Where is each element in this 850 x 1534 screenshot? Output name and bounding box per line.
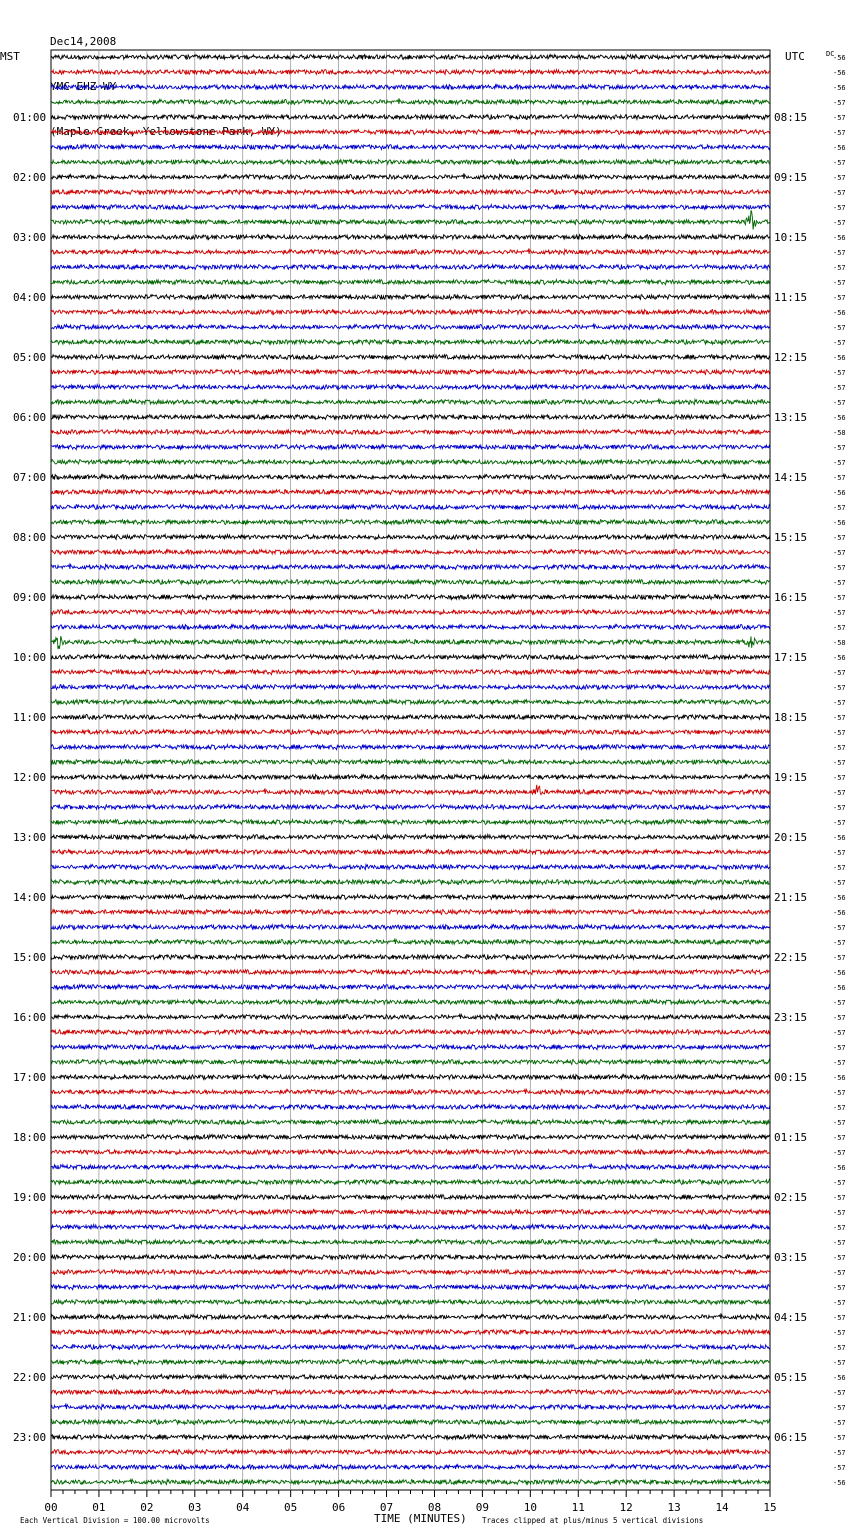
mst-hour-label: 09:00 (13, 591, 47, 604)
trace-line (51, 610, 770, 615)
dc-offset-label: -57 (833, 1089, 846, 1097)
utc-hour-label: 09:15 (774, 171, 808, 184)
dc-offset-label: -57 (833, 1059, 846, 1067)
dc-offset-label: -57 (833, 714, 846, 722)
x-tick-label: 03 (188, 1501, 202, 1514)
trace-line (51, 370, 770, 375)
mst-hour-label: 12:00 (13, 771, 47, 784)
utc-hour-label: 02:15 (774, 1191, 808, 1204)
utc-hour-label: 20:15 (774, 831, 808, 844)
dc-offset-label: -58 (833, 639, 846, 647)
dc-offset-label: -57 (833, 579, 846, 587)
trace-line (51, 1375, 770, 1380)
trace-line (51, 160, 770, 165)
dc-offset-label: -56 (833, 519, 846, 527)
utc-hour-label: 00:15 (774, 1071, 808, 1084)
trace-line (51, 549, 770, 554)
dc-offset-label: -57 (833, 1179, 846, 1187)
trace-line (51, 1360, 770, 1365)
trace-line (51, 1480, 770, 1485)
dc-offset-label: -57 (833, 1329, 846, 1337)
trace-line (51, 1435, 770, 1440)
trace-line (51, 210, 770, 229)
trace-line (51, 295, 770, 300)
dc-offset-label: -57 (833, 99, 846, 107)
mst-hour-label: 01:00 (13, 111, 47, 124)
dc-offset-label: -57 (833, 444, 846, 452)
trace-line (51, 115, 770, 120)
dc-offset-label: -57 (833, 729, 846, 737)
dc-offset-label: -57 (833, 1449, 846, 1457)
dc-offset-label: -57 (833, 1464, 846, 1472)
x-axis-title: TIME (MINUTES) (374, 1512, 467, 1525)
dc-offset-label: -56 (833, 654, 846, 662)
trace-line (51, 670, 770, 675)
trace-line (51, 1195, 770, 1200)
dc-offset-label: -57 (833, 864, 846, 872)
mst-hour-label: 18:00 (13, 1131, 47, 1144)
dc-offset-label: -57 (833, 474, 846, 482)
utc-hour-label: 12:15 (774, 351, 808, 364)
trace-line (51, 925, 770, 930)
dc-offset-label: -57 (833, 264, 846, 272)
dc-label: DC (826, 50, 835, 58)
dc-offset-label: -57 (833, 279, 846, 287)
trace-line (51, 745, 770, 750)
dc-offset-label: -57 (833, 1419, 846, 1427)
mst-hour-label: 05:00 (13, 351, 47, 364)
trace-line (51, 190, 770, 195)
trace-line (51, 730, 770, 735)
mst-hour-label: 15:00 (13, 951, 47, 964)
dc-offset-label: -58 (833, 429, 846, 437)
dc-offset-label: -57 (833, 789, 846, 797)
trace-line (51, 895, 770, 900)
dc-offset-label: -57 (833, 879, 846, 887)
trace-line (51, 505, 770, 510)
trace-line (51, 445, 770, 450)
trace-line (51, 1420, 770, 1425)
mst-hour-label: 14:00 (13, 891, 47, 904)
trace-line (51, 1164, 770, 1169)
trace-line (51, 1030, 770, 1035)
dc-offset-label: -56 (833, 909, 846, 917)
trace-line (51, 265, 770, 270)
dc-offset-label: -56 (833, 414, 846, 422)
dc-offset-label: -56 (833, 1074, 846, 1082)
utc-hour-label: 08:15 (774, 111, 808, 124)
trace-line (51, 415, 770, 420)
x-tick-label: 02 (140, 1501, 154, 1514)
trace-line (51, 1345, 770, 1350)
dc-offset-label: -56 (833, 969, 846, 977)
trace-line (51, 474, 770, 479)
trace-line (51, 1255, 770, 1260)
mst-hour-label: 23:00 (13, 1431, 47, 1444)
dc-offset-label: -56 (833, 84, 846, 92)
dc-offset-label: -57 (833, 564, 846, 572)
dc-offset-label: -56 (833, 894, 846, 902)
dc-offset-label: -57 (833, 549, 846, 557)
dc-offset-label: -57 (833, 1254, 846, 1262)
trace-line (51, 145, 770, 150)
dc-offset-label: -56 (833, 69, 846, 77)
dc-offset-label: -57 (833, 1044, 846, 1052)
utc-hour-label: 23:15 (774, 1011, 808, 1024)
trace-line (51, 399, 770, 404)
x-tick-label: 15 (763, 1501, 777, 1514)
dc-offset-label: -57 (833, 924, 846, 932)
dc-offset-label: -57 (833, 1359, 846, 1367)
trace-line (51, 535, 770, 540)
dc-offset-label: -57 (833, 1434, 846, 1442)
x-tick-label: 00 (44, 1501, 58, 1514)
x-tick-label: 08 (427, 1501, 442, 1514)
trace-line (51, 785, 770, 795)
trace-line (51, 835, 770, 840)
trace-line (51, 1075, 770, 1080)
mst-hour-label: 22:00 (13, 1371, 47, 1384)
label-layer (13, 54, 846, 1514)
trace-line (51, 310, 770, 315)
left-axis-label: MST (0, 50, 20, 63)
dc-offset-label: -57 (833, 669, 846, 677)
dc-offset-label: -57 (833, 294, 846, 302)
dc-offset-label: -57 (833, 114, 846, 122)
trace-line (51, 1389, 770, 1394)
trace-line (51, 85, 770, 90)
trace-line (51, 249, 770, 254)
dc-offset-label: -57 (833, 1299, 846, 1307)
header-station: YMC EHZ WY (50, 80, 117, 93)
trace-line (51, 864, 770, 869)
utc-hour-label: 21:15 (774, 891, 808, 904)
trace-line (51, 700, 770, 705)
dc-offset-label: -57 (833, 594, 846, 602)
dc-offset-label: -57 (833, 219, 846, 227)
dc-offset-label: -56 (833, 1479, 846, 1487)
mst-hour-label: 21:00 (13, 1311, 47, 1324)
dc-offset-label: -57 (833, 774, 846, 782)
trace-line (51, 939, 770, 944)
mst-hour-label: 03:00 (13, 231, 47, 244)
dc-offset-label: -57 (833, 1389, 846, 1397)
header-location: (Maple Creek, Yellowstone Park, WY) (50, 125, 282, 138)
mst-hour-label: 11:00 (13, 711, 47, 724)
utc-hour-label: 14:15 (774, 471, 808, 484)
dc-offset-label: -57 (833, 399, 846, 407)
dc-offset-label: -57 (833, 759, 846, 767)
dc-offset-label: -56 (833, 1374, 846, 1382)
dc-offset-label: -57 (833, 249, 846, 257)
trace-line (51, 1450, 770, 1455)
dc-offset-label: -57 (833, 189, 846, 197)
utc-hour-label: 03:15 (774, 1251, 808, 1264)
trace-line (51, 970, 770, 975)
dc-offset-label: -57 (833, 534, 846, 542)
trace-line (51, 1150, 770, 1155)
trace-line (51, 1330, 770, 1335)
trace-layer (51, 54, 770, 1484)
trace-line (51, 1060, 770, 1065)
mst-hour-label: 16:00 (13, 1011, 47, 1024)
trace-line (51, 910, 770, 915)
x-tick-label: 04 (236, 1501, 250, 1514)
x-tick-label: 13 (667, 1501, 681, 1514)
trace-line (51, 1135, 770, 1140)
trace-line (51, 460, 770, 465)
x-tick-label: 09 (475, 1501, 490, 1514)
dc-offset-label: -57 (833, 1029, 846, 1037)
trace-line (51, 280, 770, 285)
dc-offset-label: -57 (833, 1209, 846, 1217)
utc-hour-label: 04:15 (774, 1311, 808, 1324)
dc-offset-label: -57 (833, 1404, 846, 1412)
dc-offset-label: -57 (833, 999, 846, 1007)
mst-hour-label: 13:00 (13, 831, 47, 844)
trace-line (51, 805, 770, 810)
utc-hour-label: 17:15 (774, 651, 808, 664)
trace-line (51, 1300, 770, 1305)
trace-line (51, 174, 770, 179)
trace-line (51, 54, 770, 59)
trace-line (51, 985, 770, 990)
trace-line (51, 1014, 770, 1019)
dc-offset-label: -57 (833, 684, 846, 692)
trace-line (51, 760, 770, 765)
dc-offset-label: -57 (833, 174, 846, 182)
trace-line (51, 1285, 770, 1290)
dc-offset-label: -57 (833, 159, 846, 167)
x-tick-label: 14 (715, 1501, 729, 1514)
dc-offset-label: -57 (833, 384, 846, 392)
dc-offset-label: -57 (833, 1269, 846, 1277)
utc-hour-label: 15:15 (774, 531, 808, 544)
trace-line (51, 430, 770, 435)
dc-offset-label: -57 (833, 1344, 846, 1352)
utc-hour-label: 16:15 (774, 591, 808, 604)
trace-line (51, 130, 770, 135)
utc-hour-label: 18:15 (774, 711, 808, 724)
trace-line (51, 775, 770, 780)
dc-offset-label: -56 (833, 489, 846, 497)
dc-offset-label: -57 (833, 1119, 846, 1127)
dc-offset-label: -57 (833, 819, 846, 827)
trace-line (51, 1225, 770, 1230)
mst-hour-label: 02:00 (13, 171, 47, 184)
dc-offset-label: -57 (833, 339, 846, 347)
trace-line (51, 1089, 770, 1094)
x-tick-label: 11 (571, 1501, 585, 1514)
dc-offset-label: -56 (833, 309, 846, 317)
trace-line (51, 1210, 770, 1215)
dc-offset-label: -57 (833, 1224, 846, 1232)
dc-offset-label: -56 (833, 144, 846, 152)
trace-line (51, 99, 770, 104)
right-axis-label: UTC (785, 50, 805, 63)
trace-line (51, 685, 770, 690)
dc-offset-label: -57 (833, 624, 846, 632)
dc-offset-label: -57 (833, 1314, 846, 1322)
x-tick-label: 06 (331, 1501, 346, 1514)
trace-line (51, 714, 770, 719)
trace-line (51, 235, 770, 240)
trace-line (51, 340, 770, 345)
trace-line (51, 490, 770, 495)
mst-hour-label: 07:00 (13, 471, 47, 484)
utc-hour-label: 19:15 (774, 771, 808, 784)
dc-offset-label: -57 (833, 1149, 846, 1157)
trace-line (51, 1180, 770, 1185)
mst-hour-label: 19:00 (13, 1191, 47, 1204)
dc-offset-label: -56 (833, 354, 846, 362)
trace-line (51, 820, 770, 825)
utc-hour-label: 05:15 (774, 1371, 808, 1384)
x-tick-label: 12 (619, 1501, 633, 1514)
x-tick-label: 01 (92, 1501, 106, 1514)
dc-offset-label: -56 (833, 54, 846, 62)
dc-offset-label: -57 (833, 504, 846, 512)
dc-offset-label: -57 (833, 804, 846, 812)
trace-line (51, 880, 770, 885)
trace-line (51, 1120, 770, 1125)
trace-line (51, 1239, 770, 1244)
dc-offset-label: -57 (833, 939, 846, 947)
dc-offset-label: -57 (833, 204, 846, 212)
utc-hour-label: 11:15 (774, 291, 808, 304)
dc-offset-label: -57 (833, 129, 846, 137)
dc-offset-label: -57 (833, 1284, 846, 1292)
dc-offset-label: -57 (833, 1014, 846, 1022)
trace-line (51, 520, 770, 525)
dc-offset-label: -57 (833, 1134, 846, 1142)
trace-line (51, 205, 770, 210)
dc-offset-label: -57 (833, 744, 846, 752)
footer-scale-note: Each Vertical Division = 100.00 microvolts (20, 1516, 210, 1525)
dc-offset-label: -57 (833, 849, 846, 857)
dc-offset-label: -56 (833, 984, 846, 992)
trace-line (51, 565, 770, 570)
header-date: Dec14,2008 (50, 35, 117, 48)
dc-offset-label: -56 (833, 234, 846, 242)
mst-hour-label: 04:00 (13, 291, 47, 304)
mst-hour-label: 08:00 (13, 531, 47, 544)
utc-hour-label: 01:15 (774, 1131, 808, 1144)
dc-offset-label: -57 (833, 609, 846, 617)
trace-line (51, 70, 770, 75)
trace-line (51, 655, 770, 660)
trace-line (51, 624, 770, 629)
trace-line (51, 850, 770, 855)
mst-hour-label: 17:00 (13, 1071, 47, 1084)
trace-line (51, 355, 770, 360)
dc-offset-label: -57 (833, 954, 846, 962)
utc-hour-label: 22:15 (774, 951, 808, 964)
trace-line (51, 580, 770, 585)
x-tick-label: 10 (523, 1501, 537, 1514)
utc-hour-label: 13:15 (774, 411, 808, 424)
x-tick-label: 05 (284, 1501, 298, 1514)
footer-clip-note: Traces clipped at plus/minus 5 vertical divisions (482, 1516, 704, 1525)
mst-hour-label: 06:00 (13, 411, 47, 424)
utc-hour-label: 10:15 (774, 231, 808, 244)
trace-line (51, 385, 770, 390)
dc-offset-label: -56 (833, 834, 846, 842)
trace-line (51, 1270, 770, 1275)
trace-line (51, 1000, 770, 1005)
dc-offset-label: -57 (833, 369, 846, 377)
trace-line (51, 1045, 770, 1050)
trace-line (51, 1405, 770, 1410)
x-tick-label: 07 (379, 1501, 394, 1514)
mst-hour-label: 10:00 (13, 651, 47, 664)
mst-hour-label: 20:00 (13, 1251, 47, 1264)
utc-hour-label: 06:15 (774, 1431, 808, 1444)
dc-offset-label: -56 (833, 1164, 846, 1172)
dc-offset-label: -57 (833, 699, 846, 707)
dc-offset-label: -57 (833, 1104, 846, 1112)
trace-line (51, 1105, 770, 1110)
trace-line (51, 636, 770, 649)
trace-line (51, 955, 770, 960)
trace-line (51, 324, 770, 329)
dc-offset-label: -57 (833, 1194, 846, 1202)
dc-offset-label: -57 (833, 1239, 846, 1247)
dc-offset-label: -57 (833, 459, 846, 467)
trace-line (51, 595, 770, 600)
trace-line (51, 1464, 770, 1469)
dc-offset-label: -57 (833, 324, 846, 332)
trace-line (51, 1314, 770, 1319)
